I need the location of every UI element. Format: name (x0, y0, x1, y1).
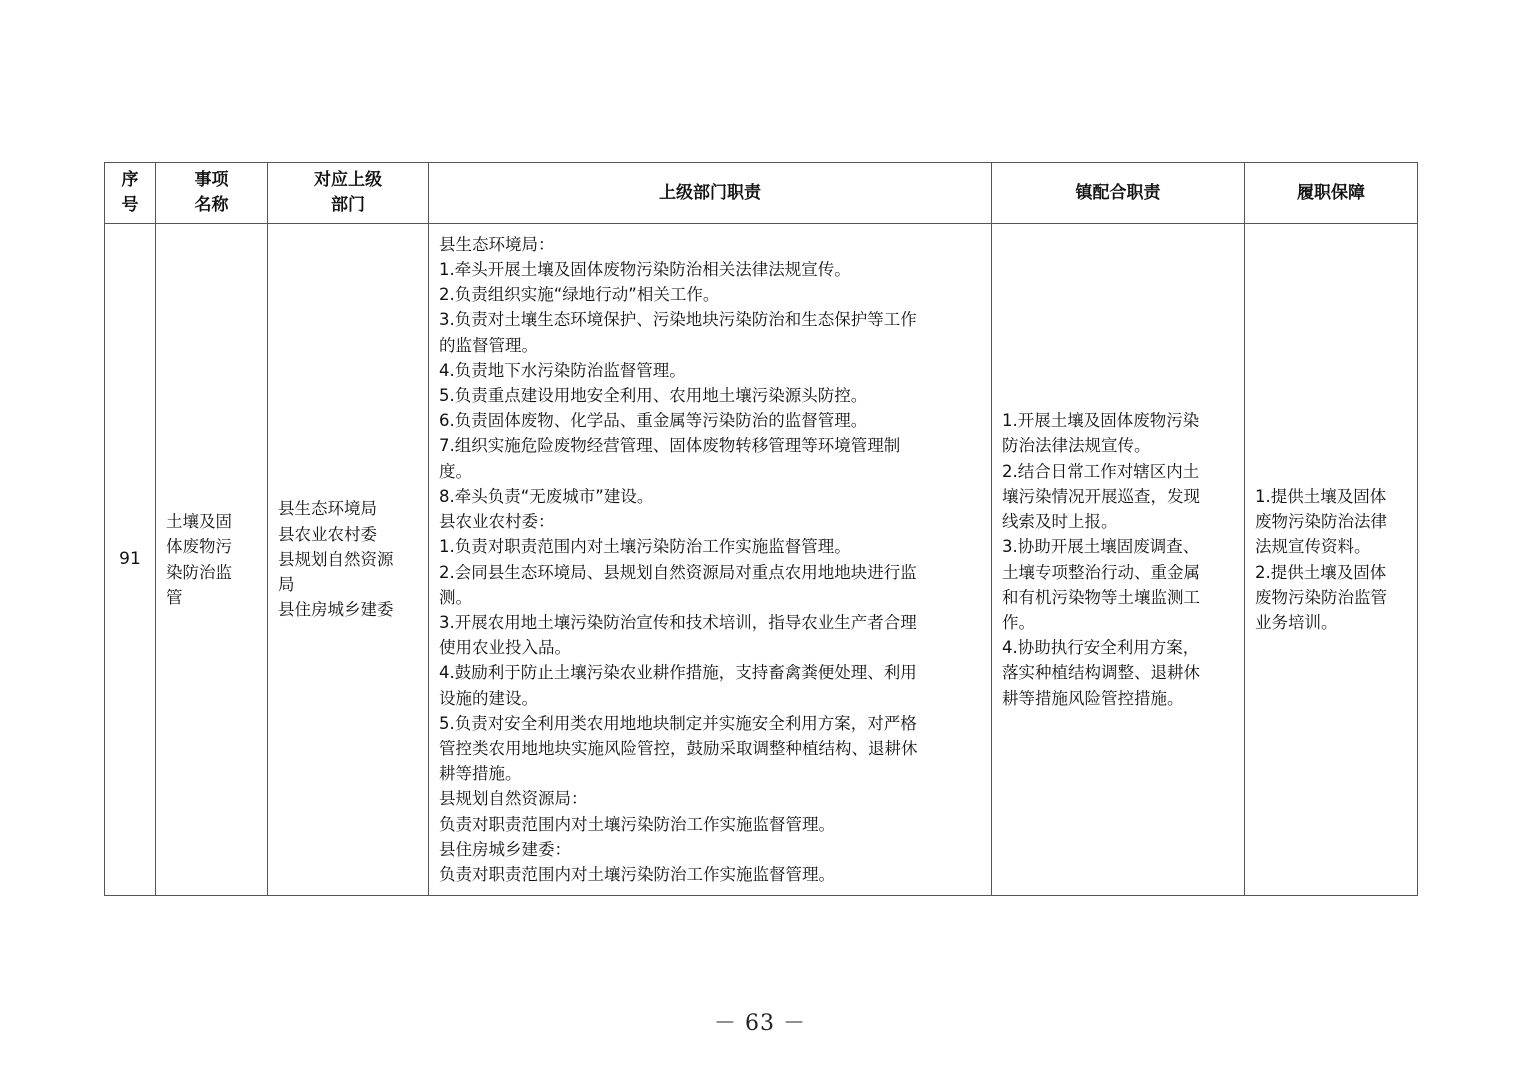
header-guarantee: 履职保障 (1245, 163, 1418, 224)
cell-guarantee: 1.提供土壤及固体 废物污染防治法律 法规宣传资料。 2.提供土壤及固体 废物污染防治监管 业务培训。 (1245, 224, 1418, 896)
table-header-row (105, 163, 1418, 224)
cell-item-name: 土壤及固 体废物污 染防治监 管 (156, 224, 268, 896)
header-no: 序 号 (105, 163, 156, 224)
header-superior-duties: 上级部门职责 (429, 163, 992, 224)
duty-table (104, 162, 1418, 896)
header-town-duties: 镇配合职责 (992, 163, 1245, 224)
cell-superior-dept: 县生态环境局 县农业农村委 县规划自然资源 局 县住房城乡建委 (268, 224, 429, 896)
table-row (105, 224, 1418, 896)
cell-superior-duties: 县生态环境局： 1.牵头开展土壤及固体废物污染防治相关法律法规宣传。 2.负责组织实施“绿地行动”相关工作。 3.负责对土壤生态环境保护、污染地块污染防治和生态保护等工作 的监督管理。 4.负责地下水污染防治监督管理。 5.负责重点建设用地安全利用、农用地土壤污染源头防控。 6.负责固体废物、化学品、重金属等污染防治的监督管理。 7.组织实施危险废物经营管理、固体废物转移管理等环境管理制 度。 8.牵头负责“无废城市”建设。 县农业农村委： 1.负责对职责范围内对土壤污染防治工作实施监督管理。 2.会同县生态环境局、县规划自然资源局对重点农用地地块进行监 测。 3.开展农用地土壤污染防治宣传和技术培训，指导农业生产者合理 使用农业投入品。 4.鼓励利于防止土壤污染农业耕作措施，支持畜禽粪便处理、利用 设施的建设。 5.负责对安全利用类农用地地块制定并实施安全利用方案，对严格 管控类农用地地块实施风险管控，鼓励采取调整种植结构、退耕休 耕等措施。 县规划自然资源局： 负责对职责范围内对土壤污染防治工作实施监督管理。 县住房城乡建委： 负责对职责范围内对土壤污染防治工作实施监督管理。 (429, 224, 992, 896)
header-superior-dept: 对应上级 部门 (268, 163, 429, 224)
cell-no: 91 (105, 224, 156, 896)
page-number: － 63 － (714, 1011, 806, 1036)
cell-town-duties: 1.开展土壤及固体废物污染 防治法律法规宣传。 2.结合日常工作对辖区内土 壤污染情况开展巡查，发现 线索及时上报。 3.协助开展土壤固废调查、 土壤专项整治行动、重金属 和有机污染物等土壤监测工 作。 4.协助执行安全利用方案， 落实种植结构调整、退耕休 耕等措施风险管控措施。 (992, 224, 1245, 896)
header-item-name: 事项 名称 (156, 163, 268, 224)
